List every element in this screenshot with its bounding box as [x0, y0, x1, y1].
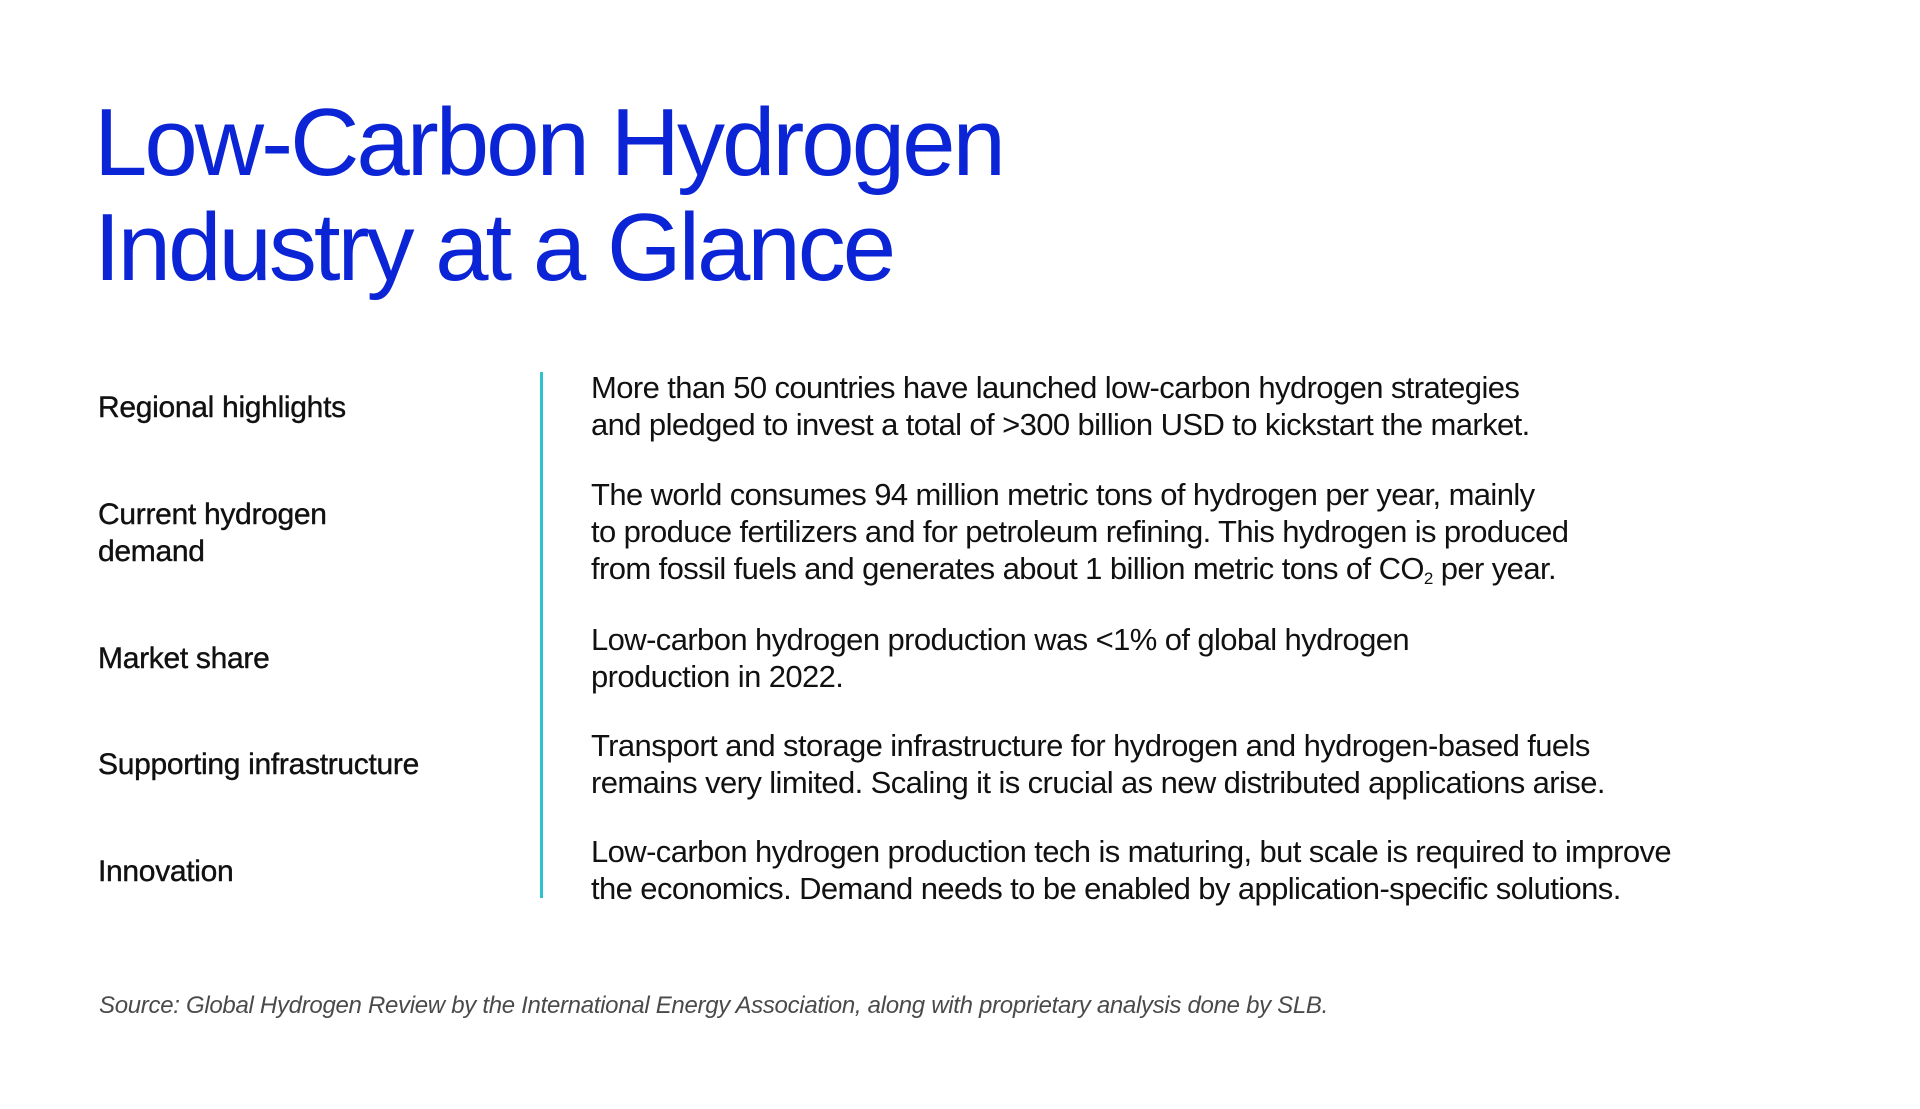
- description-line: and pledged to invest a total of >300 billion USD to kickstart the market.: [591, 407, 1530, 442]
- description-line: The world consumes 94 million metric tons of hydrogen per year, mainly: [591, 477, 1535, 512]
- description-line: Transport and storage infrastructure for hydrogen and hydrogen-based fuels: [591, 728, 1590, 763]
- source-footnote: Source: Global Hydrogen Review by the International Energy Association, along with proprietary analysis done by SLB.: [99, 992, 1329, 1019]
- label-line: Current hydrogen: [98, 498, 327, 531]
- description-line: remains very limited. Scaling it is crucial as new distributed applications arise.: [591, 765, 1605, 800]
- vertical-divider: [540, 372, 543, 898]
- page-title: [94, 90, 1003, 300]
- label-line: demand: [98, 535, 205, 568]
- description-market-share: [591, 621, 1851, 695]
- description-line: Low-carbon hydrogen production was <1% of global hydrogen: [591, 622, 1409, 657]
- page-title-line-1: Low-Carbon Hydrogen: [94, 89, 1003, 196]
- page-title-line-2: Industry at a Glance: [94, 194, 894, 301]
- description-line: production in 2022.: [591, 659, 844, 694]
- co2-subscript: 2: [1423, 569, 1433, 588]
- label-regional-highlights: Regional highlights: [98, 391, 346, 424]
- label-innovation: Innovation: [98, 855, 234, 888]
- description-supporting-infrastructure: [591, 727, 1851, 801]
- description-text: per year.: [1432, 551, 1556, 586]
- description-regional-highlights: [591, 369, 1851, 443]
- description-innovation: [591, 833, 1851, 907]
- description-line: Low-carbon hydrogen production tech is maturing, but scale is required to improve: [591, 834, 1672, 869]
- description-line: More than 50 countries have launched low-carbon hydrogen strategies: [591, 370, 1520, 405]
- label-current-hydrogen-demand: [98, 496, 498, 570]
- description-current-hydrogen-demand: [591, 476, 1851, 587]
- description-line: the economics. Demand needs to be enabled by application-specific solutions.: [591, 871, 1621, 906]
- description-text: from fossil fuels and generates about 1 billion metric tons of CO: [591, 551, 1424, 586]
- description-line: to produce fertilizers and for petroleum refining. This hydrogen is produced: [591, 514, 1569, 549]
- description-line: [591, 550, 1851, 587]
- label-supporting-infrastructure: Supporting infrastructure: [98, 748, 420, 781]
- label-market-share: Market share: [98, 642, 270, 675]
